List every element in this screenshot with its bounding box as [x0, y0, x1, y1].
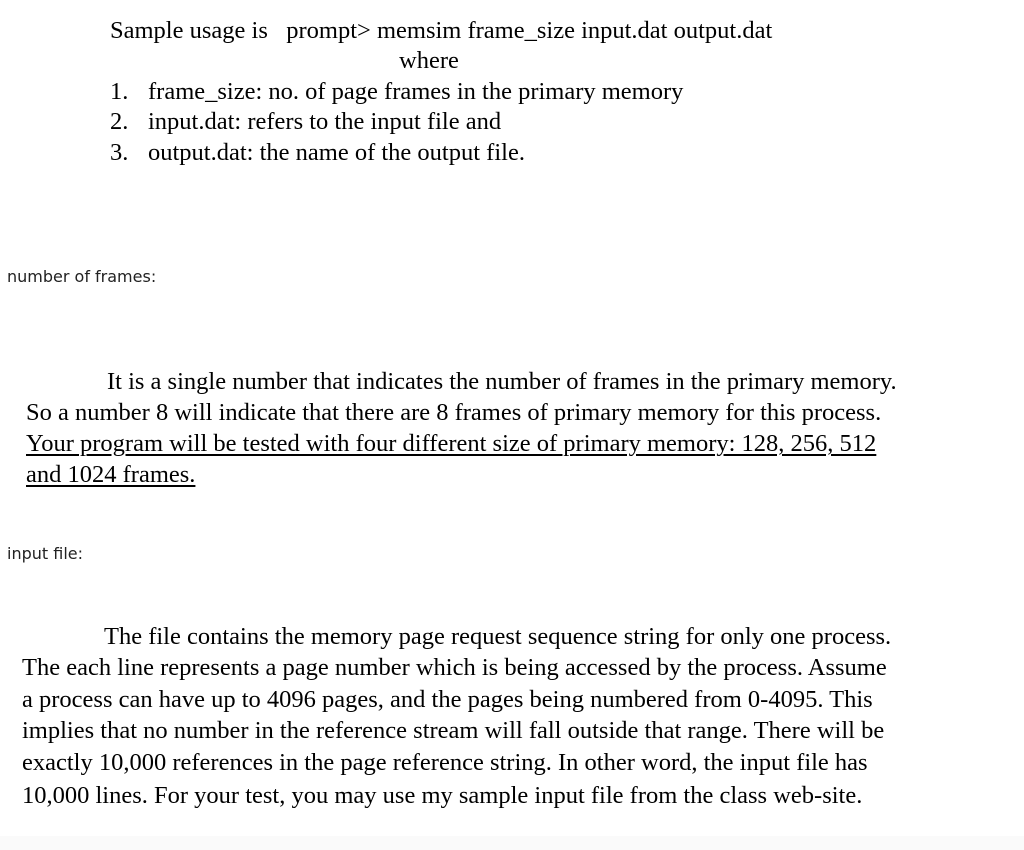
usage-item-number: 3.	[110, 139, 129, 166]
usage-item-1	[110, 77, 683, 108]
usage-item-2	[110, 107, 501, 138]
usage-item-number: 1.	[110, 78, 129, 105]
input-para-line-4: implies that no number in the reference stream will fall outside that range. There will be	[22, 717, 885, 744]
usage-command: prompt> memsim frame_size input.dat output.dat	[286, 17, 773, 44]
usage-label: Sample usage is	[110, 17, 268, 44]
page-bottom-edge	[0, 836, 1024, 850]
input-para-line-2: The each line represents a page number which is being accessed by the process. Assume	[22, 654, 887, 681]
usage-item-text: output.dat: the name of the output file.	[148, 139, 525, 166]
frames-para-line-2: So a number 8 will indicate that there are 8 frames of primary memory for this process.	[26, 399, 882, 426]
input-para-line-5: exactly 10,000 references in the page reference string. In other word, the input file has	[22, 749, 868, 776]
input-heading: input file:	[7, 544, 83, 563]
frames-para-line-3: Your program will be tested with four different size of primary memory: 128, 256, 512	[26, 430, 877, 457]
usage-item-3	[110, 138, 525, 169]
input-para-line-3: a process can have up to 4096 pages, and the pages being numbered from 0-4095. This	[22, 686, 873, 713]
input-para-line-1: The file contains the memory page request sequence string for only one process.	[104, 623, 892, 650]
usage-item-text: input.dat: refers to the input file and	[148, 108, 502, 135]
usage-where: where	[399, 47, 459, 74]
input-para-line-6: 10,000 lines. For your test, you may use my sample input file from the class web-site.	[22, 782, 863, 809]
usage-item-text: frame_size: no. of page frames in the primary memory	[148, 78, 684, 105]
usage-line	[110, 16, 772, 47]
usage-item-number: 2.	[110, 108, 129, 135]
frames-heading: number of frames:	[7, 267, 157, 286]
frames-para-line-4: and 1024 frames.	[26, 461, 196, 488]
frames-para-line-1: It is a single number that indicates the number of frames in the primary memory.	[107, 368, 897, 395]
